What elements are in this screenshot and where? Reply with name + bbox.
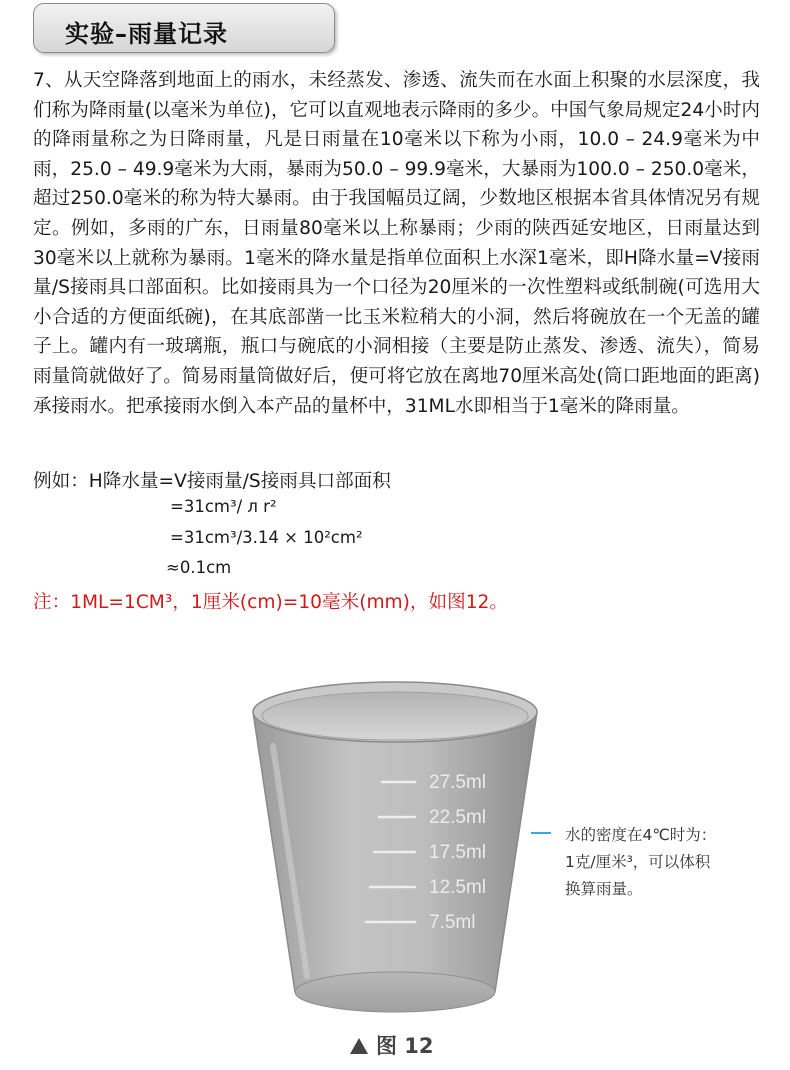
note-text: 注：1ML=1CM³，1厘米(cm)=10毫米(mm)，如图12。 [33,592,508,613]
graduation-label: 12.5ml [429,877,487,898]
graduation-label: 7.5ml [429,912,476,933]
section-title-box [33,3,335,53]
graduation-label: 27.5ml [429,772,487,793]
callout-text [565,822,765,903]
formula-step-1: =31cm³/ л r² [170,497,277,516]
figure-caption-text: 图 12 [376,1034,434,1058]
cup-body [253,712,537,1010]
graduation-label: 17.5ml [429,842,487,863]
cup-rim-inner [262,692,528,740]
callout-line-2: 1克/厘米³，可以体积 [565,853,711,871]
measuring-cup-figure [245,676,545,1032]
figure-caption [350,1030,434,1060]
graduation-label: 22.5ml [429,807,487,828]
triangle-icon [350,1038,368,1054]
formula-step-2: =31cm³/3.14 × 10²cm² [170,528,363,547]
body-paragraph: 7、从天空降落到地面上的雨水，未经蒸发、渗透、流失而在水面上积聚的水层深度，我们称为降雨量(以毫米为单位)，它可以直观地表示降雨的多少。中国气象局规定24小时内的降雨量称之为日降雨量，凡是日雨量在10毫米以下称为小雨，10.0 – 24.9毫米为中雨，25.0 – 49.9毫米为大雨，暴雨为50.0 – 99.9毫米，大暴雨为100.0 – 250.0毫米，超过250.0毫米的称为特大暴雨。由于我国幅员辽阔，少数地区根据本省具体情况另有规定。例如，多雨的广东，日雨量80毫米以上称暴雨；少雨的陕西延安地区，日雨量达到30毫米以上就称为暴雨。1毫米的降水量是指单位面积上水深1毫米，即H降水量=V接雨量/S接雨具口部面积。比如接雨具为一个口径为20厘米的一次性塑料或纸制碗(可选用大小合适的方便面纸碗)，在其底部凿一比玉米粒稍大的小洞，然后将碗放在一个无盖的罐子上。罐内有一玻璃瓶，瓶口与碗底的小洞相接（主要是防止蒸发、渗透、流失），简易雨量筒就做好了。简易雨量筒做好后，便可将它放在离地70厘米高处(筒口距地面的距离)承接雨水。把承接雨水倒入本产品的量杯中，31ML水即相当于1毫米的降雨量。 [33,70,760,417]
formula-example-label: 例如：H降水量=V接雨量/S接雨具口部面积 [33,471,391,492]
callout-line-3: 换算雨量。 [565,880,643,898]
formula-step-3: ≈0.1cm [166,558,232,577]
cup-bottom [295,972,495,1012]
section-title: 实验–雨量记录 [65,20,228,48]
callout-line-1: 水的密度在4℃时为： [565,826,717,844]
callout-line [531,832,551,834]
